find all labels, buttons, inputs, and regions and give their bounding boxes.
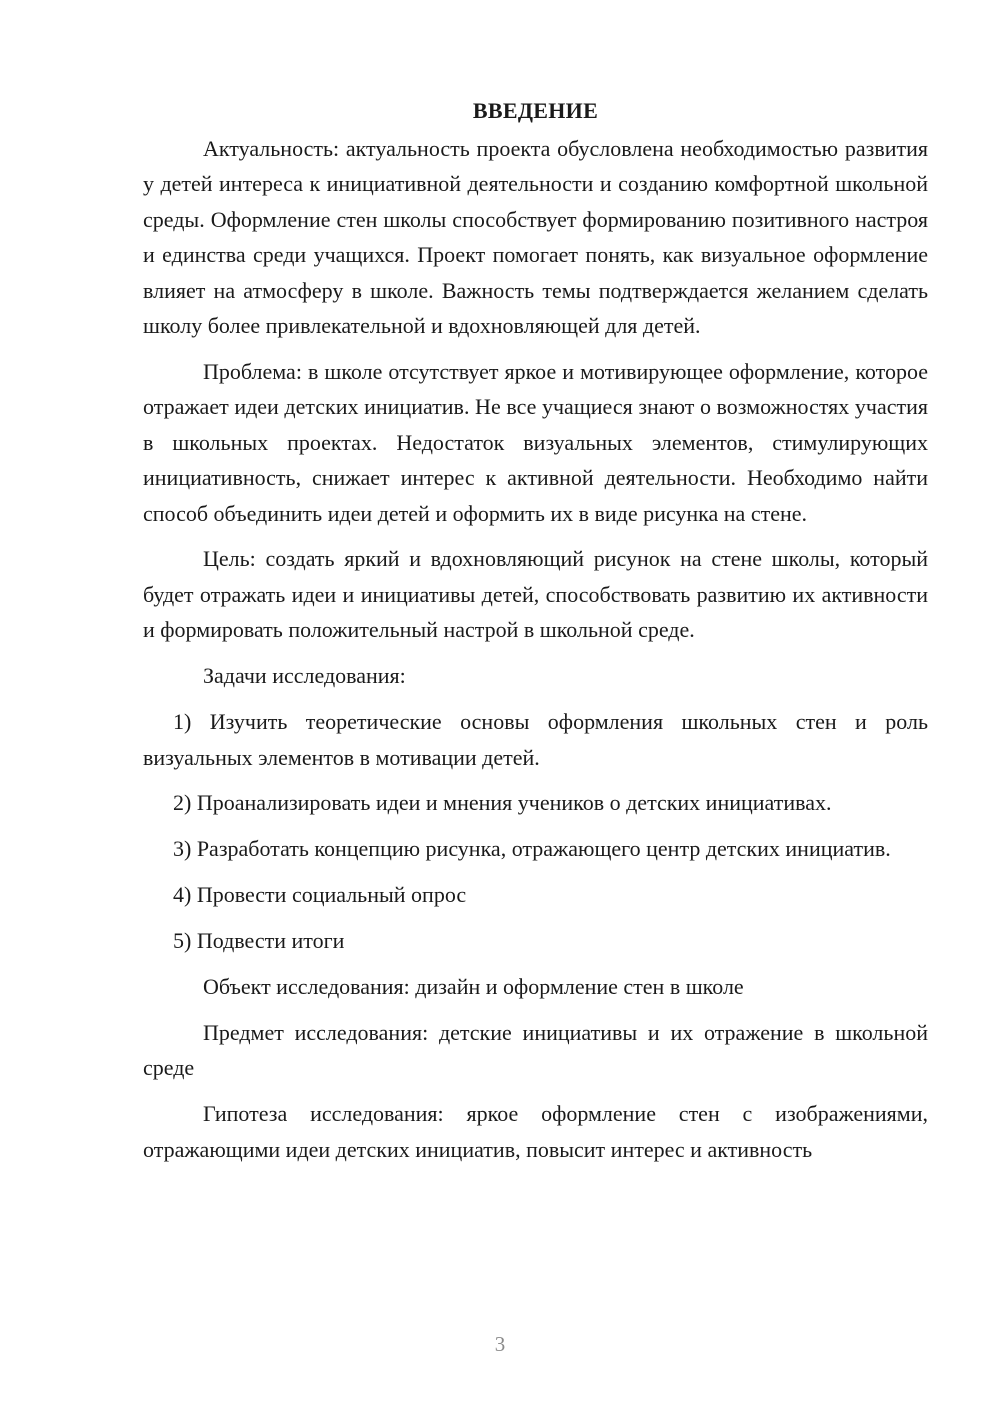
paragraph-relevance: Актуальность: актуальность проекта обусловлена необходимостью развития у детей интереса к инициативной деятельности и созданию комфортной школьной среды. Оформление стен школы способствует формированию позитивного настроя и единства среди учащихся. Проект помогает понять, как визуальное оформление влияет на атмосферу в школе. Важность темы подтверждается желанием сделать школу более привлекательной и вдохновляющей для детей. [143,136,928,339]
task-item: 5) Подвести итоги [173,928,345,954]
page-number: 3 [494,1332,506,1356]
paragraph-subject: Предмет исследования: детские инициативы и их отражение в школьной среде [143,1019,928,1081]
paragraph-tasks-title: Задачи исследования: [203,663,406,689]
task-item: 3) Разработать концепцию рисунка, отражающего центр детских инициатив. [173,836,891,862]
paragraph-goal: Цель: создать яркий и вдохновляющий рисунок на стене школы, который будет отражать идеи и инициативы детей, способствовать развитию их активности и формировать положительный настрой в школьной среде. [143,546,928,643]
paragraph-hypothesis: Гипотеза исследования: яркое оформление стен с изображениями, отражающими идеи детских инициатив, повысит интерес и активность [143,1101,928,1162]
paragraph-problem: Проблема: в школе отсутствует яркое и мотивирующее оформление, которое отражает идеи детских инициатив. Не все учащиеся знают о возможностях участия в школьных проектах. Недостаток визуальных элементов, стимулирующих инициативность, снижает интерес к активной деятельности. Необходимо найти способ объединить идеи детей и оформить их в виде рисунка на стене. [143,358,928,526]
paragraph-object: Объект исследования: дизайн и оформление стен в школе [203,974,744,1000]
section-heading: ВВЕДЕНИЕ [472,98,599,123]
page-content [143,93,928,1178]
task-item: 4) Провести социальный опрос [173,882,467,908]
task-item: 2) Проанализировать идеи и мнения учеников о детских инициативах. [173,790,832,816]
task-item: 1) Изучить теоретические основы оформления школьных стен и роль визуальных элементов в мотивации детей. [143,709,928,770]
